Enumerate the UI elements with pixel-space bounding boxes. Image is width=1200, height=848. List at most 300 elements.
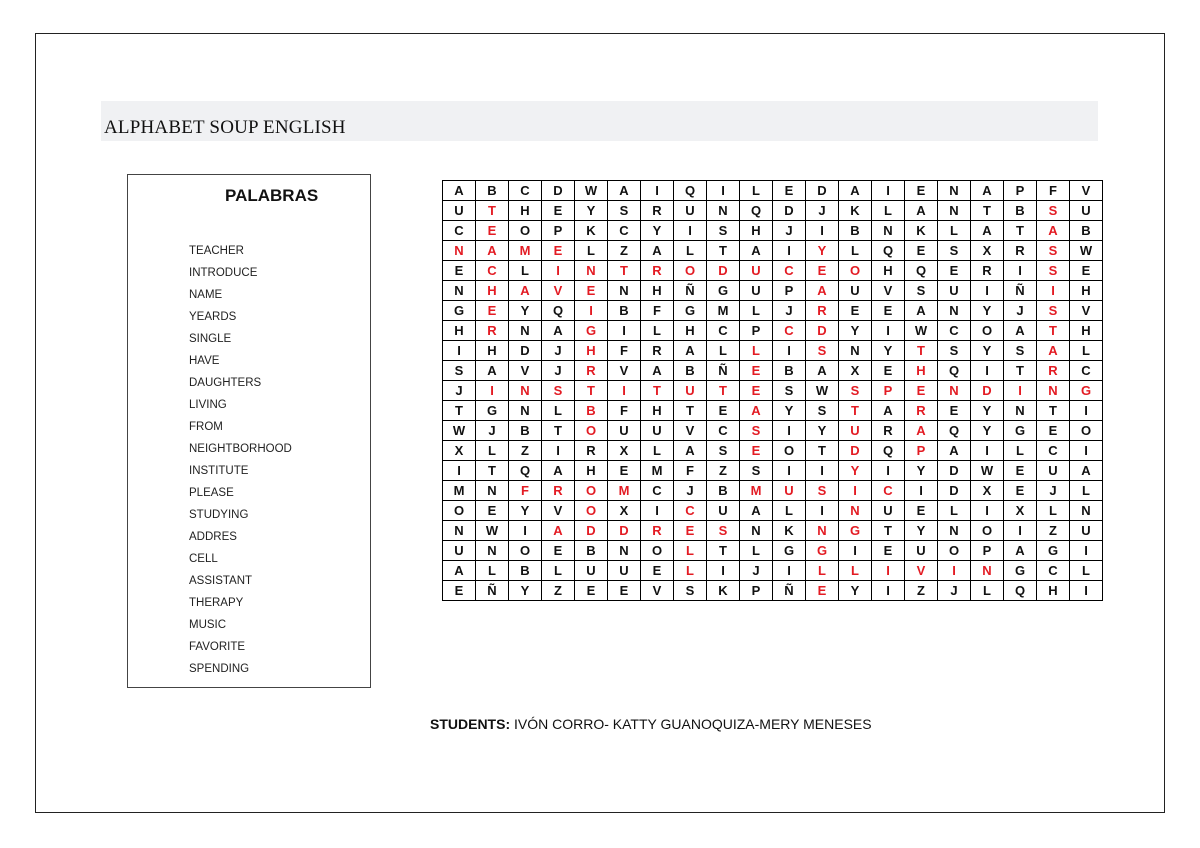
grid-cell[interactable]: R	[641, 521, 674, 541]
grid-cell[interactable]: T	[476, 461, 509, 481]
grid-cell[interactable]: B	[608, 301, 641, 321]
grid-cell[interactable]: I	[806, 501, 839, 521]
grid-cell[interactable]: P	[1004, 181, 1037, 201]
grid-cell[interactable]: E	[575, 581, 608, 601]
grid-cell[interactable]: I	[542, 441, 575, 461]
grid-cell[interactable]: W	[1070, 241, 1103, 261]
grid-cell[interactable]: T	[1037, 401, 1070, 421]
grid-cell[interactable]: U	[1070, 201, 1103, 221]
grid-cell[interactable]: E	[476, 221, 509, 241]
grid-cell[interactable]: C	[1070, 361, 1103, 381]
grid-cell[interactable]: O	[674, 261, 707, 281]
grid-cell[interactable]: P	[542, 221, 575, 241]
grid-cell[interactable]: D	[542, 181, 575, 201]
grid-cell[interactable]: I	[773, 461, 806, 481]
grid-cell[interactable]: A	[905, 201, 938, 221]
grid-cell[interactable]: R	[542, 481, 575, 501]
grid-cell[interactable]: A	[1070, 461, 1103, 481]
grid-cell[interactable]: T	[872, 521, 905, 541]
grid-cell[interactable]: A	[872, 401, 905, 421]
grid-cell[interactable]: F	[608, 401, 641, 421]
grid-cell[interactable]: N	[806, 521, 839, 541]
grid-cell[interactable]: J	[773, 301, 806, 321]
grid-cell[interactable]: C	[509, 181, 542, 201]
grid-cell[interactable]: V	[905, 561, 938, 581]
grid-cell[interactable]: A	[740, 241, 773, 261]
grid-cell[interactable]: I	[773, 561, 806, 581]
grid-cell[interactable]: L	[542, 561, 575, 581]
grid-cell[interactable]: I	[1004, 521, 1037, 541]
grid-cell[interactable]: E	[542, 541, 575, 561]
grid-cell[interactable]: P	[872, 381, 905, 401]
grid-cell[interactable]: Y	[839, 581, 872, 601]
grid-cell[interactable]: P	[905, 441, 938, 461]
grid-cell[interactable]: I	[839, 481, 872, 501]
grid-cell[interactable]: Z	[905, 581, 938, 601]
grid-cell[interactable]: N	[608, 541, 641, 561]
grid-cell[interactable]: T	[971, 201, 1004, 221]
grid-cell[interactable]: K	[575, 221, 608, 241]
grid-cell[interactable]: A	[1004, 321, 1037, 341]
grid-cell[interactable]: K	[839, 201, 872, 221]
grid-cell[interactable]: S	[443, 361, 476, 381]
grid-cell[interactable]: C	[773, 261, 806, 281]
grid-cell[interactable]: U	[674, 201, 707, 221]
grid-cell[interactable]: S	[674, 581, 707, 601]
grid-cell[interactable]: C	[608, 221, 641, 241]
grid-cell[interactable]: D	[608, 521, 641, 541]
grid-cell[interactable]: H	[641, 401, 674, 421]
grid-cell[interactable]: A	[641, 361, 674, 381]
grid-cell[interactable]: A	[938, 441, 971, 461]
grid-cell[interactable]: H	[575, 461, 608, 481]
grid-cell[interactable]: Y	[806, 421, 839, 441]
grid-cell[interactable]: E	[905, 381, 938, 401]
grid-cell[interactable]: T	[707, 381, 740, 401]
grid-cell[interactable]: F	[608, 341, 641, 361]
grid-cell[interactable]: X	[608, 441, 641, 461]
grid-cell[interactable]: I	[509, 521, 542, 541]
grid-cell[interactable]: T	[641, 381, 674, 401]
grid-cell[interactable]: P	[773, 281, 806, 301]
grid-cell[interactable]: T	[905, 341, 938, 361]
grid-cell[interactable]: F	[641, 301, 674, 321]
grid-cell[interactable]: H	[476, 341, 509, 361]
grid-cell[interactable]: L	[806, 561, 839, 581]
grid-cell[interactable]: H	[476, 281, 509, 301]
grid-cell[interactable]: A	[476, 241, 509, 261]
grid-cell[interactable]: Ñ	[773, 581, 806, 601]
grid-cell[interactable]: E	[476, 301, 509, 321]
grid-cell[interactable]: B	[509, 561, 542, 581]
grid-cell[interactable]: N	[740, 521, 773, 541]
grid-cell[interactable]: V	[1070, 301, 1103, 321]
grid-cell[interactable]: L	[575, 241, 608, 261]
grid-cell[interactable]: M	[641, 461, 674, 481]
grid-cell[interactable]: A	[674, 341, 707, 361]
grid-cell[interactable]: L	[476, 441, 509, 461]
grid-cell[interactable]: G	[839, 521, 872, 541]
grid-cell[interactable]: I	[1070, 441, 1103, 461]
grid-cell[interactable]: L	[839, 241, 872, 261]
grid-cell[interactable]: G	[476, 401, 509, 421]
grid-cell[interactable]: T	[707, 241, 740, 261]
grid-cell[interactable]: L	[509, 261, 542, 281]
grid-cell[interactable]: G	[707, 281, 740, 301]
grid-cell[interactable]: Q	[674, 181, 707, 201]
grid-cell[interactable]: I	[905, 481, 938, 501]
grid-cell[interactable]: Y	[509, 301, 542, 321]
grid-cell[interactable]: Ñ	[674, 281, 707, 301]
grid-cell[interactable]: C	[773, 321, 806, 341]
grid-cell[interactable]: N	[476, 481, 509, 501]
grid-cell[interactable]: K	[905, 221, 938, 241]
grid-cell[interactable]: I	[971, 281, 1004, 301]
grid-cell[interactable]: A	[542, 321, 575, 341]
grid-cell[interactable]: G	[1004, 561, 1037, 581]
grid-cell[interactable]: E	[839, 301, 872, 321]
grid-cell[interactable]: R	[971, 261, 1004, 281]
grid-cell[interactable]: T	[608, 261, 641, 281]
grid-cell[interactable]: N	[1037, 381, 1070, 401]
grid-cell[interactable]: V	[1070, 181, 1103, 201]
grid-cell[interactable]: L	[1070, 341, 1103, 361]
grid-cell[interactable]: I	[773, 241, 806, 261]
grid-cell[interactable]: K	[773, 521, 806, 541]
grid-cell[interactable]: S	[1037, 261, 1070, 281]
grid-cell[interactable]: L	[542, 401, 575, 421]
grid-cell[interactable]: D	[806, 321, 839, 341]
grid-cell[interactable]: E	[938, 261, 971, 281]
grid-cell[interactable]: L	[773, 501, 806, 521]
grid-cell[interactable]: Q	[509, 461, 542, 481]
grid-cell[interactable]: J	[806, 201, 839, 221]
grid-cell[interactable]: B	[1070, 221, 1103, 241]
grid-cell[interactable]: Y	[971, 301, 1004, 321]
grid-cell[interactable]: H	[1037, 581, 1070, 601]
grid-cell[interactable]: G	[773, 541, 806, 561]
grid-cell[interactable]: J	[542, 361, 575, 381]
grid-cell[interactable]: A	[806, 281, 839, 301]
grid-cell[interactable]: P	[740, 581, 773, 601]
grid-cell[interactable]: U	[872, 501, 905, 521]
grid-cell[interactable]: S	[806, 401, 839, 421]
grid-cell[interactable]: G	[1004, 421, 1037, 441]
grid-cell[interactable]: R	[872, 421, 905, 441]
grid-cell[interactable]: R	[575, 441, 608, 461]
grid-cell[interactable]: E	[443, 581, 476, 601]
grid-cell[interactable]: D	[938, 481, 971, 501]
grid-cell[interactable]: V	[542, 281, 575, 301]
grid-cell[interactable]: N	[509, 381, 542, 401]
grid-cell[interactable]: U	[575, 561, 608, 581]
grid-cell[interactable]: E	[905, 181, 938, 201]
grid-cell[interactable]: Q	[542, 301, 575, 321]
grid-cell[interactable]: I	[806, 461, 839, 481]
grid-cell[interactable]: L	[674, 561, 707, 581]
grid-cell[interactable]: Z	[542, 581, 575, 601]
grid-cell[interactable]: X	[971, 481, 1004, 501]
grid-cell[interactable]: E	[674, 521, 707, 541]
grid-cell[interactable]: S	[608, 201, 641, 221]
grid-cell[interactable]: Y	[971, 341, 1004, 361]
grid-cell[interactable]: Z	[1037, 521, 1070, 541]
grid-cell[interactable]: J	[1004, 301, 1037, 321]
grid-cell[interactable]: U	[740, 281, 773, 301]
grid-cell[interactable]: C	[707, 321, 740, 341]
grid-cell[interactable]: D	[575, 521, 608, 541]
grid-cell[interactable]: W	[971, 461, 1004, 481]
grid-cell[interactable]: L	[740, 341, 773, 361]
grid-cell[interactable]: L	[641, 321, 674, 341]
grid-cell[interactable]: E	[1070, 261, 1103, 281]
grid-cell[interactable]: I	[674, 221, 707, 241]
grid-cell[interactable]: O	[641, 541, 674, 561]
grid-cell[interactable]: U	[1037, 461, 1070, 481]
grid-cell[interactable]: L	[476, 561, 509, 581]
grid-cell[interactable]: I	[641, 181, 674, 201]
grid-cell[interactable]: Z	[707, 461, 740, 481]
grid-cell[interactable]: S	[542, 381, 575, 401]
grid-cell[interactable]: L	[1004, 441, 1037, 461]
grid-cell[interactable]: E	[476, 501, 509, 521]
grid-cell[interactable]: E	[1037, 421, 1070, 441]
grid-cell[interactable]: X	[443, 441, 476, 461]
grid-cell[interactable]: D	[938, 461, 971, 481]
grid-cell[interactable]: E	[542, 241, 575, 261]
grid-cell[interactable]: N	[476, 541, 509, 561]
grid-cell[interactable]: N	[938, 181, 971, 201]
grid-cell[interactable]: E	[938, 401, 971, 421]
grid-cell[interactable]: T	[1004, 221, 1037, 241]
grid-cell[interactable]: S	[806, 481, 839, 501]
grid-cell[interactable]: V	[509, 361, 542, 381]
grid-cell[interactable]: R	[641, 261, 674, 281]
grid-cell[interactable]: I	[971, 361, 1004, 381]
grid-cell[interactable]: P	[971, 541, 1004, 561]
grid-cell[interactable]: S	[1037, 301, 1070, 321]
grid-cell[interactable]: G	[1070, 381, 1103, 401]
grid-cell[interactable]: O	[575, 481, 608, 501]
grid-cell[interactable]: I	[839, 541, 872, 561]
grid-cell[interactable]: E	[872, 541, 905, 561]
grid-cell[interactable]: A	[905, 421, 938, 441]
grid-cell[interactable]: M	[608, 481, 641, 501]
grid-cell[interactable]: W	[905, 321, 938, 341]
grid-cell[interactable]: K	[707, 581, 740, 601]
grid-cell[interactable]: M	[509, 241, 542, 261]
grid-cell[interactable]: I	[872, 461, 905, 481]
grid-cell[interactable]: E	[773, 181, 806, 201]
grid-cell[interactable]: O	[971, 521, 1004, 541]
grid-cell[interactable]: B	[575, 541, 608, 561]
grid-cell[interactable]: E	[872, 361, 905, 381]
grid-cell[interactable]: P	[740, 321, 773, 341]
grid-cell[interactable]: N	[938, 301, 971, 321]
grid-cell[interactable]: S	[707, 441, 740, 461]
grid-cell[interactable]: A	[542, 461, 575, 481]
grid-cell[interactable]: I	[1004, 261, 1037, 281]
grid-cell[interactable]: R	[1037, 361, 1070, 381]
grid-cell[interactable]: Q	[872, 241, 905, 261]
grid-cell[interactable]: A	[608, 181, 641, 201]
grid-cell[interactable]: T	[839, 401, 872, 421]
grid-cell[interactable]: C	[1037, 561, 1070, 581]
grid-cell[interactable]: B	[839, 221, 872, 241]
grid-cell[interactable]: A	[641, 241, 674, 261]
grid-cell[interactable]: E	[542, 201, 575, 221]
grid-cell[interactable]: S	[806, 341, 839, 361]
grid-cell[interactable]: W	[443, 421, 476, 441]
grid-cell[interactable]: A	[443, 181, 476, 201]
grid-cell[interactable]: R	[905, 401, 938, 421]
grid-cell[interactable]: E	[806, 581, 839, 601]
grid-cell[interactable]: G	[443, 301, 476, 321]
grid-cell[interactable]: I	[872, 561, 905, 581]
grid-cell[interactable]: E	[740, 381, 773, 401]
grid-cell[interactable]: F	[1037, 181, 1070, 201]
grid-cell[interactable]: A	[509, 281, 542, 301]
grid-cell[interactable]: S	[1037, 241, 1070, 261]
grid-cell[interactable]: O	[509, 541, 542, 561]
grid-cell[interactable]: I	[476, 381, 509, 401]
grid-cell[interactable]: A	[1037, 221, 1070, 241]
grid-cell[interactable]: U	[608, 561, 641, 581]
grid-cell[interactable]: O	[443, 501, 476, 521]
grid-cell[interactable]: L	[938, 221, 971, 241]
grid-cell[interactable]: Y	[872, 341, 905, 361]
grid-cell[interactable]: E	[905, 501, 938, 521]
grid-cell[interactable]: R	[575, 361, 608, 381]
grid-cell[interactable]: R	[476, 321, 509, 341]
grid-cell[interactable]: L	[740, 541, 773, 561]
grid-cell[interactable]: E	[575, 281, 608, 301]
grid-cell[interactable]: E	[740, 441, 773, 461]
grid-cell[interactable]: D	[839, 441, 872, 461]
grid-cell[interactable]: Y	[806, 241, 839, 261]
grid-cell[interactable]: E	[608, 461, 641, 481]
grid-cell[interactable]: N	[971, 561, 1004, 581]
grid-cell[interactable]: A	[542, 521, 575, 541]
grid-cell[interactable]: S	[1004, 341, 1037, 361]
grid-cell[interactable]: B	[1004, 201, 1037, 221]
grid-cell[interactable]: N	[443, 521, 476, 541]
grid-cell[interactable]: I	[1037, 281, 1070, 301]
grid-cell[interactable]: T	[707, 541, 740, 561]
grid-cell[interactable]: T	[443, 401, 476, 421]
grid-cell[interactable]: C	[1037, 441, 1070, 461]
grid-cell[interactable]: H	[575, 341, 608, 361]
grid-cell[interactable]: Ñ	[707, 361, 740, 381]
grid-cell[interactable]: I	[1070, 401, 1103, 421]
grid-cell[interactable]: Y	[575, 201, 608, 221]
grid-cell[interactable]: X	[1004, 501, 1037, 521]
grid-cell[interactable]: V	[674, 421, 707, 441]
grid-cell[interactable]: J	[1037, 481, 1070, 501]
grid-cell[interactable]: L	[740, 301, 773, 321]
grid-cell[interactable]: H	[443, 321, 476, 341]
grid-cell[interactable]: I	[542, 261, 575, 281]
grid-cell[interactable]: W	[806, 381, 839, 401]
grid-cell[interactable]: U	[641, 421, 674, 441]
grid-cell[interactable]: I	[773, 421, 806, 441]
grid-cell[interactable]: N	[872, 221, 905, 241]
grid-cell[interactable]: H	[1070, 321, 1103, 341]
grid-cell[interactable]: C	[443, 221, 476, 241]
grid-cell[interactable]: I	[443, 461, 476, 481]
grid-cell[interactable]: W	[575, 181, 608, 201]
grid-cell[interactable]: I	[806, 221, 839, 241]
grid-cell[interactable]: H	[674, 321, 707, 341]
grid-cell[interactable]: H	[641, 281, 674, 301]
grid-cell[interactable]: L	[740, 181, 773, 201]
grid-cell[interactable]: E	[806, 261, 839, 281]
grid-cell[interactable]: B	[674, 361, 707, 381]
grid-cell[interactable]: N	[938, 381, 971, 401]
grid-cell[interactable]: W	[476, 521, 509, 541]
grid-cell[interactable]: D	[971, 381, 1004, 401]
grid-cell[interactable]: S	[938, 241, 971, 261]
grid-cell[interactable]: U	[839, 281, 872, 301]
grid-cell[interactable]: F	[674, 461, 707, 481]
grid-cell[interactable]: S	[773, 381, 806, 401]
grid-cell[interactable]: L	[707, 341, 740, 361]
grid-cell[interactable]: O	[971, 321, 1004, 341]
grid-cell[interactable]: X	[971, 241, 1004, 261]
grid-cell[interactable]: A	[839, 181, 872, 201]
grid-cell[interactable]: N	[839, 501, 872, 521]
grid-cell[interactable]: O	[575, 421, 608, 441]
grid-cell[interactable]: A	[740, 401, 773, 421]
grid-cell[interactable]: Y	[839, 461, 872, 481]
grid-cell[interactable]: M	[740, 481, 773, 501]
grid-cell[interactable]: L	[1037, 501, 1070, 521]
grid-cell[interactable]: M	[443, 481, 476, 501]
grid-cell[interactable]: O	[773, 441, 806, 461]
grid-cell[interactable]: L	[1070, 561, 1103, 581]
grid-cell[interactable]: D	[806, 181, 839, 201]
grid-cell[interactable]: A	[971, 221, 1004, 241]
grid-cell[interactable]: L	[1070, 481, 1103, 501]
grid-cell[interactable]: Y	[971, 401, 1004, 421]
grid-cell[interactable]: J	[476, 421, 509, 441]
grid-cell[interactable]: Q	[872, 441, 905, 461]
grid-cell[interactable]: L	[674, 241, 707, 261]
grid-cell[interactable]: N	[509, 401, 542, 421]
grid-cell[interactable]: H	[905, 361, 938, 381]
grid-cell[interactable]: V	[872, 281, 905, 301]
grid-cell[interactable]: U	[740, 261, 773, 281]
grid-cell[interactable]: T	[476, 201, 509, 221]
grid-cell[interactable]: I	[938, 561, 971, 581]
grid-cell[interactable]: E	[740, 361, 773, 381]
grid-cell[interactable]: V	[641, 581, 674, 601]
grid-cell[interactable]: L	[839, 561, 872, 581]
grid-cell[interactable]: I	[1004, 381, 1037, 401]
grid-cell[interactable]: E	[872, 301, 905, 321]
grid-cell[interactable]: S	[905, 281, 938, 301]
grid-cell[interactable]: Y	[509, 501, 542, 521]
grid-cell[interactable]: S	[1037, 201, 1070, 221]
grid-cell[interactable]: J	[542, 341, 575, 361]
grid-cell[interactable]: A	[476, 361, 509, 381]
grid-cell[interactable]: A	[806, 361, 839, 381]
grid-cell[interactable]: N	[443, 241, 476, 261]
grid-cell[interactable]: I	[971, 501, 1004, 521]
grid-cell[interactable]: Z	[608, 241, 641, 261]
grid-cell[interactable]: I	[1070, 541, 1103, 561]
grid-cell[interactable]: N	[608, 281, 641, 301]
